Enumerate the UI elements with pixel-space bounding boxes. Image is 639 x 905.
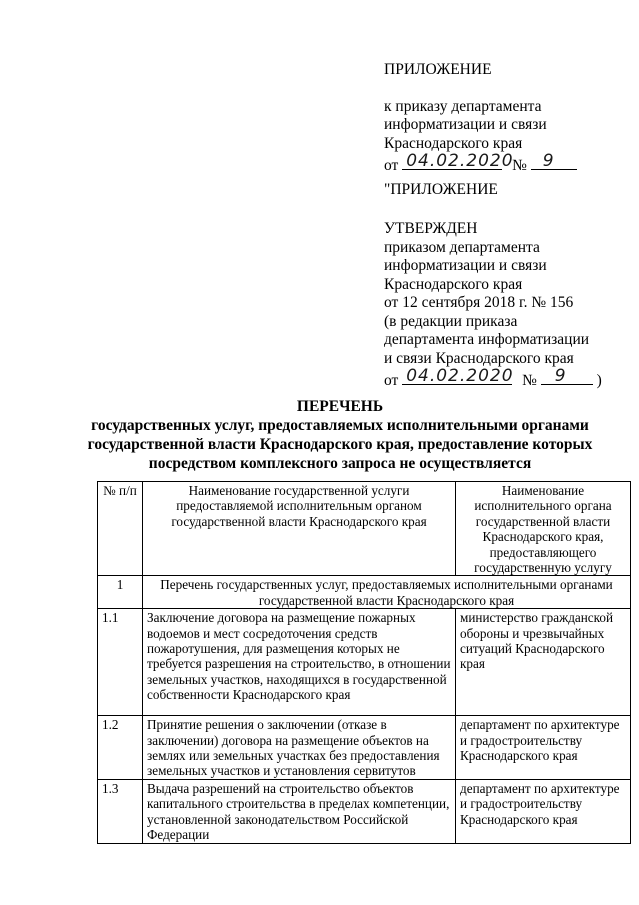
table-row [98, 779, 631, 843]
approved-from-label: от [384, 372, 399, 389]
approved-number-blank [541, 365, 593, 386]
row-name: Выдача разрешений на строительство объектов капитального строительства в пределах компетенции, установленной законодательством Российской Федерации [143, 779, 456, 843]
appendix-date-handwritten: 04.02.2020 [406, 150, 514, 171]
row-name: Заключение договора на размещение пожарных водоемов и мест сосредоточения средств пожаротушения, для размещения которых не требуется разрешения на строительство, в отношении земельных участков, находящихся в государственной собственности Краснодарского края [143, 609, 456, 716]
appendix-title: ПРИЛОЖЕНИЕ [384, 61, 492, 78]
approved-line-2: информатизации и связи [384, 257, 547, 274]
row-num: 1.3 [98, 779, 143, 843]
list-heading-line-3: посредством комплексного запроса не осуществляется [148, 455, 532, 472]
approved-date-line [384, 365, 602, 391]
table-section-row [98, 576, 631, 609]
approved-line-6: департамента информатизации [384, 331, 590, 348]
row-num: 1.1 [98, 609, 143, 716]
appendix-number-label: № [512, 157, 527, 174]
approved-block [384, 220, 602, 391]
row-org: департамент по архитектуре и градостроительству Краснодарского края [456, 716, 631, 780]
section-title: Перечень государственных услуг, предоставляемых исполнительными органами государственной власти Краснодарского края [143, 576, 631, 609]
approved-line-4: от 12 сентября 2018 г. № 156 [384, 294, 574, 311]
approved-line-3: Краснодарского края [384, 275, 523, 293]
approved-line-7: и связи Краснодарского края [384, 349, 574, 367]
appendix-line-2: информатизации и связи [384, 116, 547, 133]
header-name: Наименование государственной услуги предоставляемой исполнительным органом государственной власти Краснодарского края [143, 482, 456, 576]
approved-date-blank [402, 365, 514, 386]
appendix-line-3: Краснодарского края [384, 134, 523, 152]
list-heading-line-2: государственной власти Краснодарского края, предоставление которых [87, 436, 593, 453]
list-heading-line-1: государственных услуг, предоставляемых исполнительными органами [91, 417, 589, 434]
approved-number-handwritten: 9 [554, 365, 567, 386]
appendix-from-label: от [384, 157, 399, 174]
table-header-row [98, 482, 631, 576]
quoted-appendix-block [384, 181, 498, 200]
list-heading-title: ПЕРЕЧЕНЬ [296, 398, 384, 415]
quoted-appendix-title: "ПРИЛОЖЕНИЕ [384, 181, 498, 198]
appendix-number-blank [531, 150, 577, 171]
row-org: департамент по архитектуре и градостроительству Краснодарского края [456, 779, 631, 843]
appendix-line-1: к приказу департамента [384, 97, 542, 115]
approved-date-handwritten: 04.02.2020 [406, 365, 514, 386]
row-org: министерство гражданской обороны и чрезвычайных ситуаций Краснодарского края [456, 609, 631, 716]
section-num: 1 [98, 576, 143, 609]
approved-number-label: № [522, 372, 537, 389]
row-name: Принятие решения о заключении (отказе в заключении) договора на размещение объектов на землях или земельных участках без предоставления земельных участков и установления сервитутов [143, 716, 456, 780]
table-row [98, 609, 631, 716]
appendix-block [384, 61, 577, 176]
services-table [97, 481, 631, 844]
approved-title: УТВЕРЖДЕН [384, 220, 478, 237]
appendix-date-blank [402, 150, 514, 171]
header-org: Наименование исполнительного органа государственной власти Краснодарского края, предоставляющего государственную услугу [456, 482, 631, 576]
approved-close-paren: ) [596, 372, 602, 389]
appendix-date-line [384, 150, 577, 176]
approved-line-5: (в редакции приказа [384, 312, 518, 330]
table-row [98, 716, 631, 780]
approved-line-1: приказом департамента [384, 238, 540, 256]
row-num: 1.2 [98, 716, 143, 780]
appendix-number-handwritten: 9 [542, 150, 555, 171]
list-heading [80, 397, 600, 473]
header-num: № п/п [98, 482, 143, 576]
